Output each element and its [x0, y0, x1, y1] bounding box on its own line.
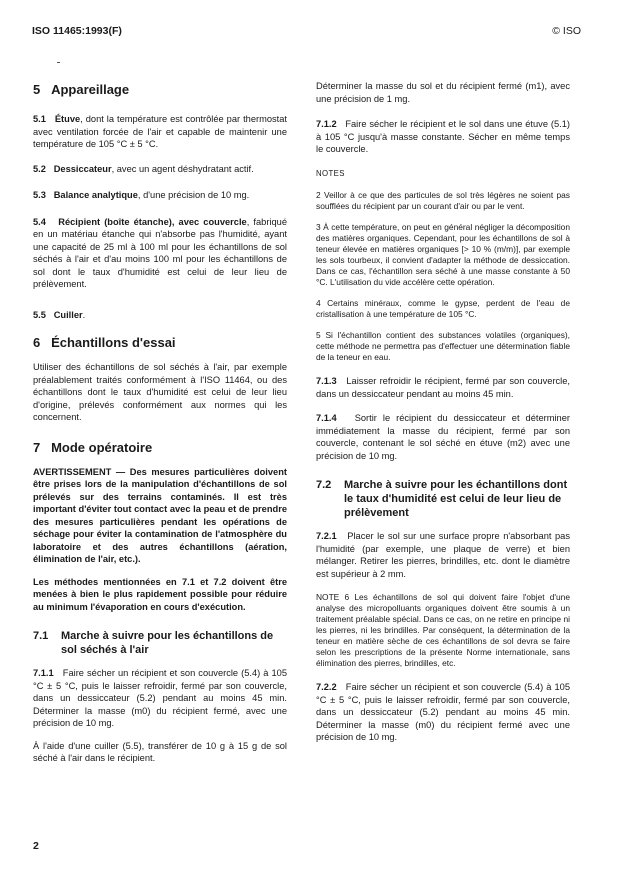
note-6: NOTE 6 Les échantillons de sol qui doivent faire l'objet d'une analyse des micropolluants organiques doivent être soumis à un traitement préalable spécial. Dans ce cas, on ne retire en principe ni les pierres, ni les brindilles. Par conséquent, la détermination de la teneur en matière sèche de ces échantillons de sol devra se faire selon les prescriptions de la présente Norme internationale, sans élimination des pierres, brindilles, etc.	[316, 592, 570, 668]
warning-text: AVERTISSEMENT — Des mesures particulières doivent être prises lors de la manipulation d'échantillons de sol prélevés sur des terrains contaminés. Il est très important d'éviter tout contact avec la peau et de prendre des mesures particulières pendant les opérations de séchage pour éviter la contamination de l'atmosphère du laboratoire et des autres échantillons (aération, élimination de l'air, etc.).	[33, 466, 287, 564]
section-7-1-heading: 7.1 Marche à suivre pour les échantillons de sol séchés à l'air	[33, 630, 274, 656]
clause-7-1-1-transfer: À l'aide d'une cuiller (5.5), transférer de 10 g à 15 g de sol séché à l'air dans le récipient.	[33, 740, 287, 763]
section-6-text: Utiliser des échantillons de sol séchés à l'air, par exemple préalablement traités conformément à l'ISO 11464, ou des échantillons dont le taux d'humidité est celui de leur lieu d'origine, prélevés conformément aux normes qui les concernent.	[33, 362, 287, 422]
clause-7-1-1: 7.1.1 Faire sécher un récipient et son couvercle (5.4) à 105 °C ± 5 °C, puis le laisser refroidir, fermé par son couvercle, dans un dessiccateur (5.2) pendant au moins 45 min. Déterminer la masse (m0) du récipient fermé, avec une précision de 10 mg.	[33, 668, 287, 728]
clause-5-1: 5.1 Étuve, dont la température est contrôlée par thermostat avec ventilation forcée de l'air et capable de maintenir une température de 105 °C ± 5 °C.	[33, 114, 288, 149]
section-7-heading: 7 Mode opératoire	[33, 439, 153, 455]
clause-5-4: 5.4 Récipient (boîte étanche), avec couvercle, fabriqué en un matériau étanche qui n'absorbe pas l'humidité, ayant une capacité de 25 ml à 100 ml pour les échantillons de sol séchés à l'air et d'au moins 100 ml pour les échantillons de sol dont le taux d'humidité est celui de leur lieu de prélèvement.	[33, 216, 288, 289]
page-number: 2	[33, 840, 39, 852]
clause-5-3: 5.3 Balance analytique, d'une précision de 10 mg.	[33, 190, 250, 200]
copyright-mark: © ISO	[552, 25, 581, 37]
methods-text: Les méthodes mentionnées en 7.1 et 7.2 doivent être menées à bien le plus rapidement possible pour réduire au minimum l'évaporation en cours d'exécution.	[33, 576, 287, 612]
clause-7-1-4: 7.1.4 Sortir le récipient du dessiccateur et déterminer immédiatement la masse du récipient, fermé par son couvercle, contenant le sol séché en étuve (m2) avec une précision de 10 mg.	[316, 413, 570, 461]
section-7-2-heading: 7.2 Marche à suivre pour les échantillons dont le taux d'humidité est celui de leur lieu de prélèvement	[316, 479, 568, 519]
right-column	[316, 80, 570, 744]
continued-text: Déterminer la masse du sol et du récipient fermé (m1), avec une précision de 1 mg.	[316, 81, 570, 104]
note-2: 2 Veillor à ce que des particules de sol très légères ne soient pas soufflées du récipient par un courant d'air ou par le vent.	[316, 190, 570, 211]
margin-mark	[57, 62, 60, 63]
clause-5-2: 5.2 Dessiccateur, avec un agent déshydratant actif.	[33, 163, 254, 174]
note-5: 5 Si l'échantillon contient des substances volatiles (organiques), cette méthode ne permettra pas d'effectuer une détermination fiable de la teneur en eau.	[316, 330, 570, 362]
clause-7-1-2: 7.1.2 Faire sécher le récipient et le sol dans une étuve (5.1) à 105 °C jusqu'à masse constante. Sécher en même temps le couvercle.	[316, 119, 570, 154]
note-3: 3 À cette température, on peut en général négliger la décomposition des matières organiques. Cependant, pour les échantillons de sol à teneur élevée en matières organiques [> 10 % (m/m)], par exemple les sols tourbeux, il convient d'adapter la méthode de dessiccation. Dans ce cas, l'échantillon sera séché à une masse constante à 50 °C. L'utilisation du vide accélère cette opération.	[316, 222, 570, 287]
clause-7-1-3: 7.1.3 Laisser refroidir le récipient, fermé par son couvercle, dans un dessiccateur pendant au moins 45 min.	[316, 376, 571, 399]
standard-number: ISO 11465:1993(F)	[32, 25, 122, 37]
notes-label: NOTES	[316, 168, 345, 178]
note-4: 4 Certains minéraux, comme le gypse, perdent de l'eau de cristallisation à une température de 105 °C.	[316, 298, 570, 319]
section-5-heading: 5 Appareillage	[33, 82, 130, 97]
left-column	[33, 80, 287, 765]
section-6-heading: 6 Échantillons d'essai	[33, 335, 176, 350]
clause-7-2-1: 7.2.1 Placer le sol sur une surface propre n'absorbant pas l'humidité (par exemple, une plaque de verre) et bien mélanger. Retirer les pierres, brindilles, etc. dont le diamètre est supérieur à 2 mm.	[316, 531, 570, 579]
clause-7-2-2: 7.2.2 Faire sécher un récipient et son couvercle (5.4) à 105 °C ± 5 °C, puis le laisser refroidir, fermé par son couvercle, dans un dessiccateur (5.2) pendant au moins 45 min. Déterminer la masse (m0) du récipient fermé avec une précision de 10 mg.	[316, 682, 570, 742]
clause-5-5: 5.5 Cuiller.	[33, 309, 86, 320]
